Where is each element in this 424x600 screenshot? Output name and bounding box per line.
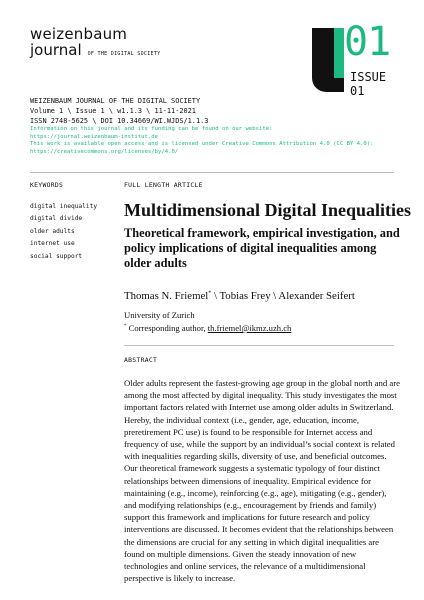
author-email-link[interactable]: th.friemel@ikmz.uzh.ch [207,322,292,333]
logo-wordmark-bottom [30,42,160,62]
keywords-list [30,201,97,263]
license-link[interactable]: https://creativecommons.org/licenses/by/4.0/ [30,148,179,155]
abstract-divider [124,345,394,346]
info-license-text: This work is available open access and is licensed under Creative Commons Attribution 4.0 (CC BY 4.0): [30,141,374,148]
keyword-item: social support [30,252,83,260]
issue-label-number: 01 [350,84,365,98]
logo-wordmark-journal: journal [30,41,82,59]
coauthors: \ Tobias Frey \ Alexander Seifert [211,290,355,302]
logo-wordmark-top: weizenbaum [30,25,128,43]
corresponding-marker: * [208,290,212,297]
author-name: Thomas N. Friemel [124,290,209,302]
journal-name: WEIZENBAUM JOURNAL OF THE DIGITAL SOCIETY [30,97,201,105]
corresponding-author [124,321,291,334]
keyword-item: digital divide [30,215,83,223]
article-title: Multidimensional Digital Inequalities [124,200,412,220]
header-divider [30,172,394,173]
journal-meta [30,96,208,126]
journal-website-link[interactable]: https://journal.weizenbaum-institut.de [30,133,158,140]
license-info [30,126,374,156]
abstract-heading: ABSTRACT [124,356,158,364]
journal-logo [30,26,160,62]
abstract-text: Older adults represent the fastest-growing age group in the global north and are among the most affected by digital inequality. This study investigates the most important factors related with Internet use among older adults in Switzerland. Hereby, the individual context (i.e., gender, age, education, income, preretirement PC use) is found to be responsible for Internet access and frequency of use, while the support by an individual’s social context is related with inequalities regarding skills, diversity of use, and beneficial outcomes. Our theoretical framework suggests a systematic typology of four distinct relationships between dimensions of inequality. Empirical evidence for maintaining (e.g., income), reinforcing (e.g., age), mitigating (e.g., gender), and modifying relationships (e.g., encouragement by friends and family) support this framework and implications for future research and policy interventions are discussed. It becomes evident that the relationships between the dimensions are crucial for any setting in which digital inequalities are found on multiple dimensions. Given the steady innovation of new technologies and online services, the relevance of a multidimensional perspective is likely to increase. [124,378,400,584]
issue-number: 01 [344,19,391,65]
issue-badge-shape [312,28,344,92]
keyword-item: digital inequality [30,203,98,210]
corresponding-label: Corresponding author, [126,322,208,333]
corresponding-footnote-marker: * [124,324,127,329]
article-subtitle: Theoretical framework, empirical investigation, and policy implications of digital inequalities among older adults [124,226,400,270]
article-type: FULL LENGTH ARTICLE [124,181,203,189]
issn-doi: ISSN 2748-5625 \ DOI 10.34669/WI.WJDS/1.1.3 [30,117,209,125]
volume-issue: Volume 1 \ Issue 1 \ w1.1.3 \ 11-11-2021 [30,107,196,115]
issue-label-word: ISSUE [350,70,387,84]
info-funding-text: Information on this journal and its funding can be found on our website: [30,126,273,132]
logo-tagline: OF THE DIGITAL SOCIETY [87,51,161,57]
keyword-item: internet use [30,240,75,248]
issue-label [350,70,386,98]
affiliation-block [124,310,291,334]
author-list [124,290,355,302]
keyword-item: older adults [30,227,75,235]
keywords-heading: KEYWORDS [30,181,64,189]
affiliation: University of Zurich [124,310,195,320]
